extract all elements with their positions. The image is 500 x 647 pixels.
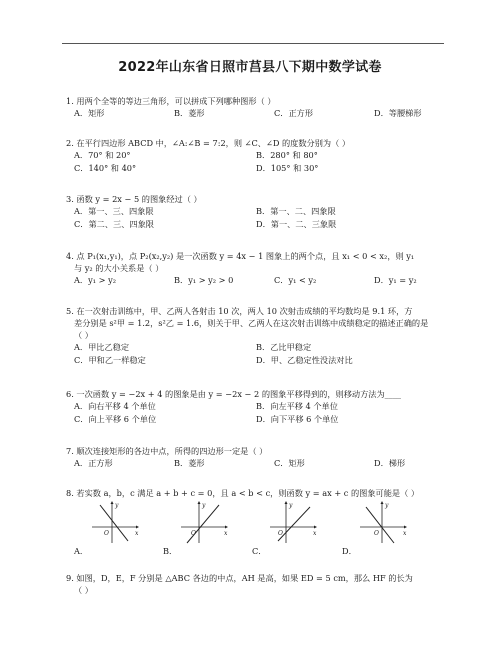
axis-label-x: x [313,530,317,537]
question-5 [66,305,458,367]
question-stem: 7. 顺次连接矩形的各边中点，所得的四边形一定是（ ） [66,446,268,456]
option-b: B． [163,546,178,556]
option-c: C．向上平移 6 个单位 [74,414,157,424]
option-a: A．向右平移 4 个单位 [74,401,156,411]
origin-label: O [278,530,283,537]
question-7 [66,445,458,470]
option-a: A．正方形 [74,458,113,468]
axis-label-x: x [403,530,407,537]
option-d: D．105° 和 30° [256,163,319,173]
origin-label: O [191,530,196,537]
answer-graphs [66,499,458,559]
page-title: 2022年山东省日照市莒县八下期中数学试卷 [118,60,382,75]
option-c: C． [252,546,267,556]
option-b: B．菱形 [174,458,205,468]
option-a: A．70° 和 20° [74,150,131,160]
origin-label: O [374,530,379,537]
question-stem: 8. 若实数 a，b，c 满足 a + b + c = 0，且 a < b < c，则函数 y = ax + c 的图象可能是（ ） [66,488,420,498]
option-a: A．y₁ > y₂ [74,275,116,285]
header-rule [62,43,444,44]
axis-label-x: x [224,530,228,537]
option-b: B．280° 和 80° [256,150,318,160]
question-1 [66,95,458,120]
question-8 [66,487,458,559]
question-stem-line-1: 4. 点 P₁(x₁,y₁)，点 P₂(x₂,y₂) 是一次函数 y = 4x − 1 图象上的两个点，且 x₁ < 0 < x₂，则 y₁ [66,251,415,261]
option-b: B．y₁ > y₂ > 0 [174,275,234,285]
question-4 [66,250,458,287]
graph-c [268,499,318,545]
question-stem-line-1: 5. 在一次射击训练中，甲、乙两人各射击 10 次，两人 10 次射击成绩的平均数均是 9.1 环，方 [66,306,413,316]
option-c: C．140° 和 40° [74,163,137,173]
axis-label-y: y [202,502,206,509]
question-stem: 2. 在平行四边形 ABCD 中，∠A:∠B = 7:2，则 ∠C、∠D 的度数分别为（ ） [66,138,351,148]
option-a: A．矩形 [74,108,105,118]
option-d: D．梯形 [374,458,406,468]
option-b: B．乙比甲稳定 [256,342,312,352]
axis-label-y: y [289,502,293,509]
option-d: D． [342,546,357,556]
option-b: B．向左平移 4 个单位 [256,401,338,411]
option-c: C．正方形 [274,108,314,118]
graph-d [358,499,408,545]
option-a: A． [74,546,89,556]
option-d: D．甲、乙稳定性没法对比 [256,355,353,365]
axis-label-y: y [385,502,389,509]
axis-label-x: x [135,530,139,537]
option-c: C．矩形 [274,458,305,468]
axis-label-y: y [115,502,119,509]
question-stem-line-2: （ ） [74,585,93,595]
question-stem: 3. 函数 y = 2x − 5 的图象经过（ ） [66,194,202,204]
option-c: C．甲和乙一样稳定 [74,355,146,365]
question-stem-line-1: 9. 如图，D，E，F 分别是 △ABC 各边的中点，AH 是高，如果 ED = 5 cm，那么 HF 的长为 [66,573,413,583]
question-9 [66,572,458,596]
option-c: C．第二、三、四象限 [74,219,154,229]
question-stem-line-3: （ ） [74,330,93,340]
option-a: A．甲比乙稳定 [74,342,130,352]
option-c: C．y₁ < y₂ [274,275,317,285]
question-stem: 1. 用两个全等的等边三角形，可以拼成下列哪种图形（ ） [66,96,276,106]
option-d: D．第一、二、三象限 [256,219,337,229]
option-a: A．第一、三、四象限 [74,206,154,216]
question-6 [66,388,458,426]
question-stem-line-2: 差分别是 s²甲 = 1.2，s²乙 = 1.6，则关于甲、乙两人在这次射击训练中成绩稳定的描述正确的是 [74,318,429,328]
option-b: B．第一、二、四象限 [256,206,336,216]
question-stem-line-2: 与 y₂ 的大小关系是（ ） [74,263,164,273]
graph-a [90,499,140,545]
option-b: B．菱形 [174,108,205,118]
graph-b [179,499,229,545]
question-2 [66,137,458,175]
option-d: D．y₁ = y₂ [374,275,417,285]
option-d: D．向下平移 6 个单位 [256,414,339,424]
option-d: D．等腰梯形 [374,108,422,118]
origin-label: O [104,530,109,537]
question-3 [66,193,458,231]
question-stem: 6. 一次函数 y = −2x + 4 的图象是由 y = −2x − 2 的图象平移得到的，则移动方法为____ [66,389,402,399]
